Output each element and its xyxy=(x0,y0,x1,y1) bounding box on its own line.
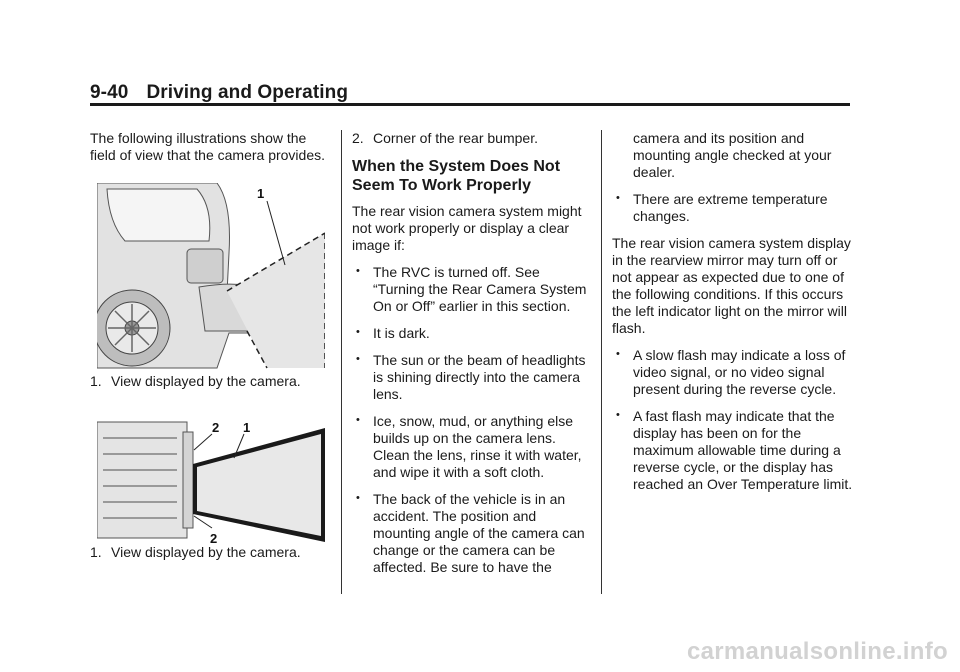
top-down-camera-view-illustration xyxy=(97,416,325,544)
callout-2-top: 2 xyxy=(212,420,220,435)
caption-1-number: 1. xyxy=(90,373,102,389)
section-heading: When the System Does Not Seem To Work Properly xyxy=(352,158,561,194)
bullet-item: • A slow flash may indicate a loss of video signal, or no video signal present during the reverse cycle. xyxy=(612,347,857,398)
rear-camera-view-illustration xyxy=(97,183,325,373)
caption-1 xyxy=(90,373,330,390)
bullet-item: • The sun or the beam of headlights is shining directly into the camera lens. xyxy=(352,352,590,403)
list-item-2-number: 2. xyxy=(352,130,364,146)
list-item-2-text: Corner of the rear bumper. xyxy=(373,130,538,146)
callout-2-bottom: 2 xyxy=(210,531,218,544)
caption-1-text: View displayed by the camera. xyxy=(111,373,301,389)
continued-text: camera and its position and mounting angle checked at your dealer. xyxy=(633,130,832,180)
bullet-item: • The RVC is turned off. See “Turning the Rear Camera System On or Off” earlier in this section. xyxy=(352,264,590,315)
caption-2 xyxy=(90,544,330,561)
watermark-url: carmanualsonline.info xyxy=(686,638,948,665)
bullet-item: • The back of the vehicle is in an accident. The position and mounting angle of the camera can change or the camera can be affected. Be sure to have the xyxy=(352,491,590,576)
header-title-line xyxy=(90,82,850,104)
column-2 xyxy=(352,130,590,576)
caption-2-number: 1. xyxy=(90,544,102,560)
mirror-paragraph: The rear vision camera system display in the rearview mirror may turn off or not appear as expected due to one of the following conditions. If this occurs the left indicator light on the mirror will flash. xyxy=(612,235,851,336)
bullet-item: • There are extreme temperature changes. xyxy=(612,191,857,225)
callout-1b: 1 xyxy=(243,420,251,435)
callout-1: 1 xyxy=(257,186,265,201)
page-header xyxy=(90,82,850,104)
bullet-item: • A fast flash may indicate that the display has been on for the maximum allowable time during a reverse cycle, or the display has reached an Over Temperature limit. xyxy=(612,408,857,493)
bullet-item: • It is dark. xyxy=(352,325,590,342)
section-title: Driving and Operating xyxy=(146,82,349,103)
column-3 xyxy=(612,130,857,493)
column-1 xyxy=(90,130,330,561)
bullet-item: • Ice, snow, mud, or anything else builds up on the camera lens. Clean the lens, rinse it with water, and wipe it with a soft cloth. xyxy=(352,413,590,481)
section-intro: The rear vision camera system might not work properly or display a clear image if: xyxy=(352,203,582,253)
caption-2-text: View displayed by the camera. xyxy=(111,544,301,560)
page-number: 9-40 xyxy=(90,82,129,103)
intro-paragraph: The following illustrations show the field of view that the camera provides. xyxy=(90,130,326,163)
list-item-2 xyxy=(352,130,590,147)
column-divider-2 xyxy=(601,130,602,594)
column-divider-1 xyxy=(341,130,342,594)
header-rule xyxy=(90,103,850,106)
